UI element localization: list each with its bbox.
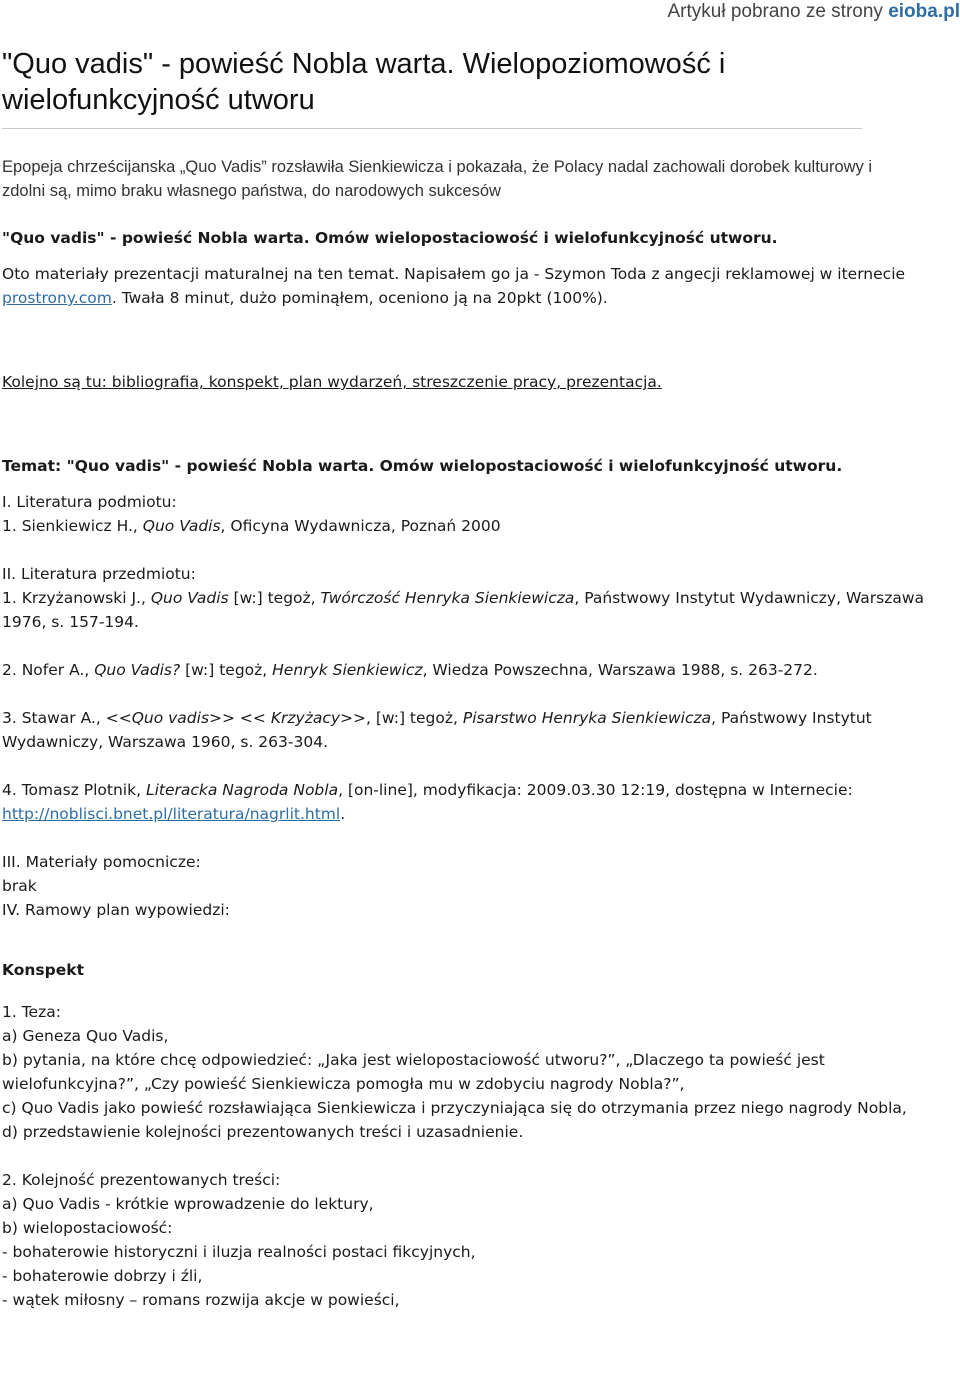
plan-heading: IV. Ramowy plan wypowiedzi: (2, 901, 230, 919)
title-divider (2, 128, 862, 129)
source-header (667, 1, 960, 23)
r1-book: Twórczość Henryka Sienkiewicza (320, 589, 575, 607)
r1-author: 1. Krzyżanowski J., (2, 589, 151, 607)
lit2-item-2 (2, 658, 942, 682)
r3-author: 3. Stawar A., << (2, 709, 132, 727)
teza-heading: 1. Teza: (2, 1003, 61, 1021)
r2-work: Quo Vadis? (94, 661, 181, 679)
aux-heading: III. Materiały pomocnicze: (2, 853, 201, 871)
lit1-publisher: , Oficyna Wydawnicza, Poznań 2000 (220, 517, 501, 535)
teza-item-c: c) Quo Vadis jako powieść rozsławiająca Sienkiewicza i przyczyniająca się do otrzymania przez niego nagrody Nobla, (2, 1099, 907, 1117)
r1-publisher: , Państwowy Instytut Wydawniczy, Warszawa 1976, s. 157-194. (2, 589, 925, 631)
article-subtitle: "Quo vadis" - powieść Nobla warta. Omów wielopostaciowość i wielofunkcyjność utworu. (2, 229, 778, 247)
prostrony-link[interactable]: prostrony.com (2, 289, 112, 307)
r2-in: [w:] tegoż, (180, 661, 273, 679)
r4-author: 4. Tomasz Plotnik, (2, 781, 146, 799)
r1-work: Quo Vadis (150, 589, 229, 607)
kolejnosc-item-b1: - bohaterowie historyczni i iluzja realności postaci fikcyjnych, (2, 1243, 476, 1261)
intro-text-1: Oto materiały prezentacji maturalnej na ten temat. Napisałem go ja - Szymon Toda z angecji reklamowej w iternecie (2, 265, 906, 283)
r2-book: Henryk Sienkiewicz (272, 661, 423, 679)
lit1-author: 1. Sienkiewicz H., (2, 517, 143, 535)
r4-details: , [on-line], modyfikacja: 2009.03.30 12:19, dostępna w Internecie: (338, 781, 853, 799)
lit2-item-1 (2, 586, 942, 634)
aux-value: brak (2, 877, 37, 895)
lit2-item-3 (2, 706, 942, 754)
r3-sep: >> << (209, 709, 271, 727)
kolejnosc-item-b2: - bohaterowie dobrzy i źli, (2, 1267, 203, 1285)
lit2-item-4 (2, 778, 942, 826)
lit1-work: Quo Vadis (142, 517, 221, 535)
teza-item-a: a) Geneza Quo Vadis, (2, 1027, 169, 1045)
r2-publisher: , Wiedza Powszechna, Warszawa 1988, s. 263-272. (422, 661, 818, 679)
r1-in: [w:] tegoż, (228, 589, 321, 607)
kolejnosc-item-a: a) Quo Vadis - krótkie wprowadzenie do lektury, (2, 1195, 374, 1213)
r3-work-2: Krzyżacy (270, 709, 341, 727)
article-title: "Quo vadis" - powieść Nobla warta. Wielopoziomowość i wielofunkcyjność utworu (2, 48, 726, 116)
intro-text-2: . Twała 8 minut, dużo pominąłem, oceniono ją na 20pkt (100%). (111, 289, 608, 307)
teza-item-b: b) pytania, na które chcę odpowiedzieć: „Jaka jest wielopostaciowość utworu?”, „Dlaczego ta powieść jest wielofunkcyjna?”, „Czy powieść Sienkiewicza pomogła mu w zdobyciu nagrody Nobla?”, (2, 1051, 825, 1093)
r4-end: . (340, 805, 346, 823)
konspekt-heading: Konspekt (2, 961, 84, 979)
article-body (2, 226, 942, 1312)
lit1-item (2, 514, 942, 538)
kolejnosc-item-b: b) wielopostaciowość: (2, 1219, 173, 1237)
presentation-topic: Temat: "Quo vadis" - powieść Nobla warta. Omów wielopostaciowość i wielofunkcyjność utworu. (2, 457, 843, 475)
r3-in: >>, [w:] tegoż, (340, 709, 463, 727)
noblisci-link[interactable]: http://noblisci.bnet.pl/literatura/nagrlit.html (2, 805, 341, 823)
r3-work-1: Quo vadis (131, 709, 210, 727)
site-link[interactable]: eioba.pl (888, 1, 960, 22)
lit2-heading: II. Literatura przedmiotu: (2, 565, 196, 583)
r3-publisher: , Państwowy Instytut Wydawniczy, Warszawa 1960, s. 263-304. (2, 709, 872, 751)
article-lead: Epopeja chrześcijanska „Quo Vadis” rozsławiła Sienkiewicza i pokazała, że Polacy nadal zachowali dorobek kulturowy i zdolni są, mimo braku własnego państwa, do narodowych sukcesów (2, 158, 873, 200)
teza-item-d: d) przedstawienie kolejności prezentowanych treści i uzasadnienie. (2, 1123, 524, 1141)
r4-work: Literacka Nagroda Nobla (145, 781, 339, 799)
contents-order: Kolejno są tu: bibliografia, konspekt, plan wydarzeń, streszczenie pracy, prezentacja. (2, 373, 662, 391)
lit1-heading: I. Literatura podmiotu: (2, 493, 177, 511)
kolejnosc-heading: 2. Kolejność prezentowanych treści: (2, 1171, 281, 1189)
r3-book: Pisarstwo Henryka Sienkiewicza (462, 709, 712, 727)
r2-author: 2. Nofer A., (2, 661, 95, 679)
intro-paragraph (2, 262, 942, 310)
source-prefix: Artykuł pobrano ze strony (667, 1, 883, 22)
kolejnosc-item-b3: - wątek miłosny – romans rozwija akcje w powieści, (2, 1291, 400, 1309)
